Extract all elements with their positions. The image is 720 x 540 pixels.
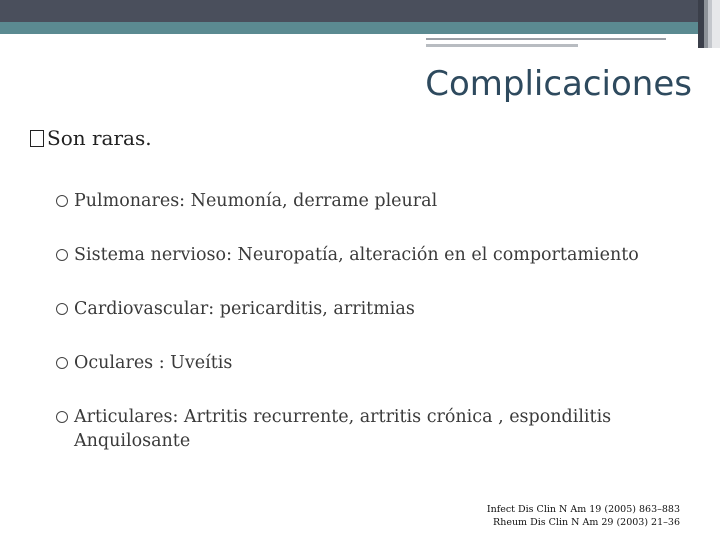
decorative-line xyxy=(426,38,666,40)
list-item-text: Cardiovascular: pericarditis, arritmias xyxy=(74,299,415,319)
circle-bullet-icon xyxy=(56,249,68,261)
list-item-text: Articulares: Artritis recurrente, artritis crónica , espondilitis Anquilosante xyxy=(74,407,612,451)
list-item xyxy=(56,189,674,213)
reference-line: Infect Dis Clin N Am 19 (2005) 863–883 xyxy=(486,504,680,515)
list-item xyxy=(56,351,674,375)
circle-bullet-icon xyxy=(56,195,68,207)
list-item-text: Pulmonares: Neumonía, derrame pleural xyxy=(74,191,438,211)
header-stripe xyxy=(0,22,720,34)
intro-line xyxy=(30,126,152,150)
list-item xyxy=(56,297,674,321)
references xyxy=(487,503,680,529)
missing-glyph-icon xyxy=(30,130,44,147)
list-item xyxy=(56,243,674,267)
header-corner-decoration xyxy=(698,0,720,48)
circle-bullet-icon xyxy=(56,411,68,423)
decorative-line xyxy=(426,44,578,47)
list-item xyxy=(56,405,634,453)
circle-bullet-icon xyxy=(56,303,68,315)
list-item-text: Oculares : Uveítis xyxy=(74,353,233,373)
intro-text: Son raras. xyxy=(47,126,152,150)
list-item-text: Sistema nervioso: Neuropatía, alteración en el comportamiento xyxy=(74,245,639,265)
reference-line: Rheum Dis Clin N Am 29 (2003) 21–36 xyxy=(493,517,680,528)
slide-title: Complicaciones xyxy=(425,64,692,104)
circle-bullet-icon xyxy=(56,357,68,369)
header-band xyxy=(0,0,720,22)
